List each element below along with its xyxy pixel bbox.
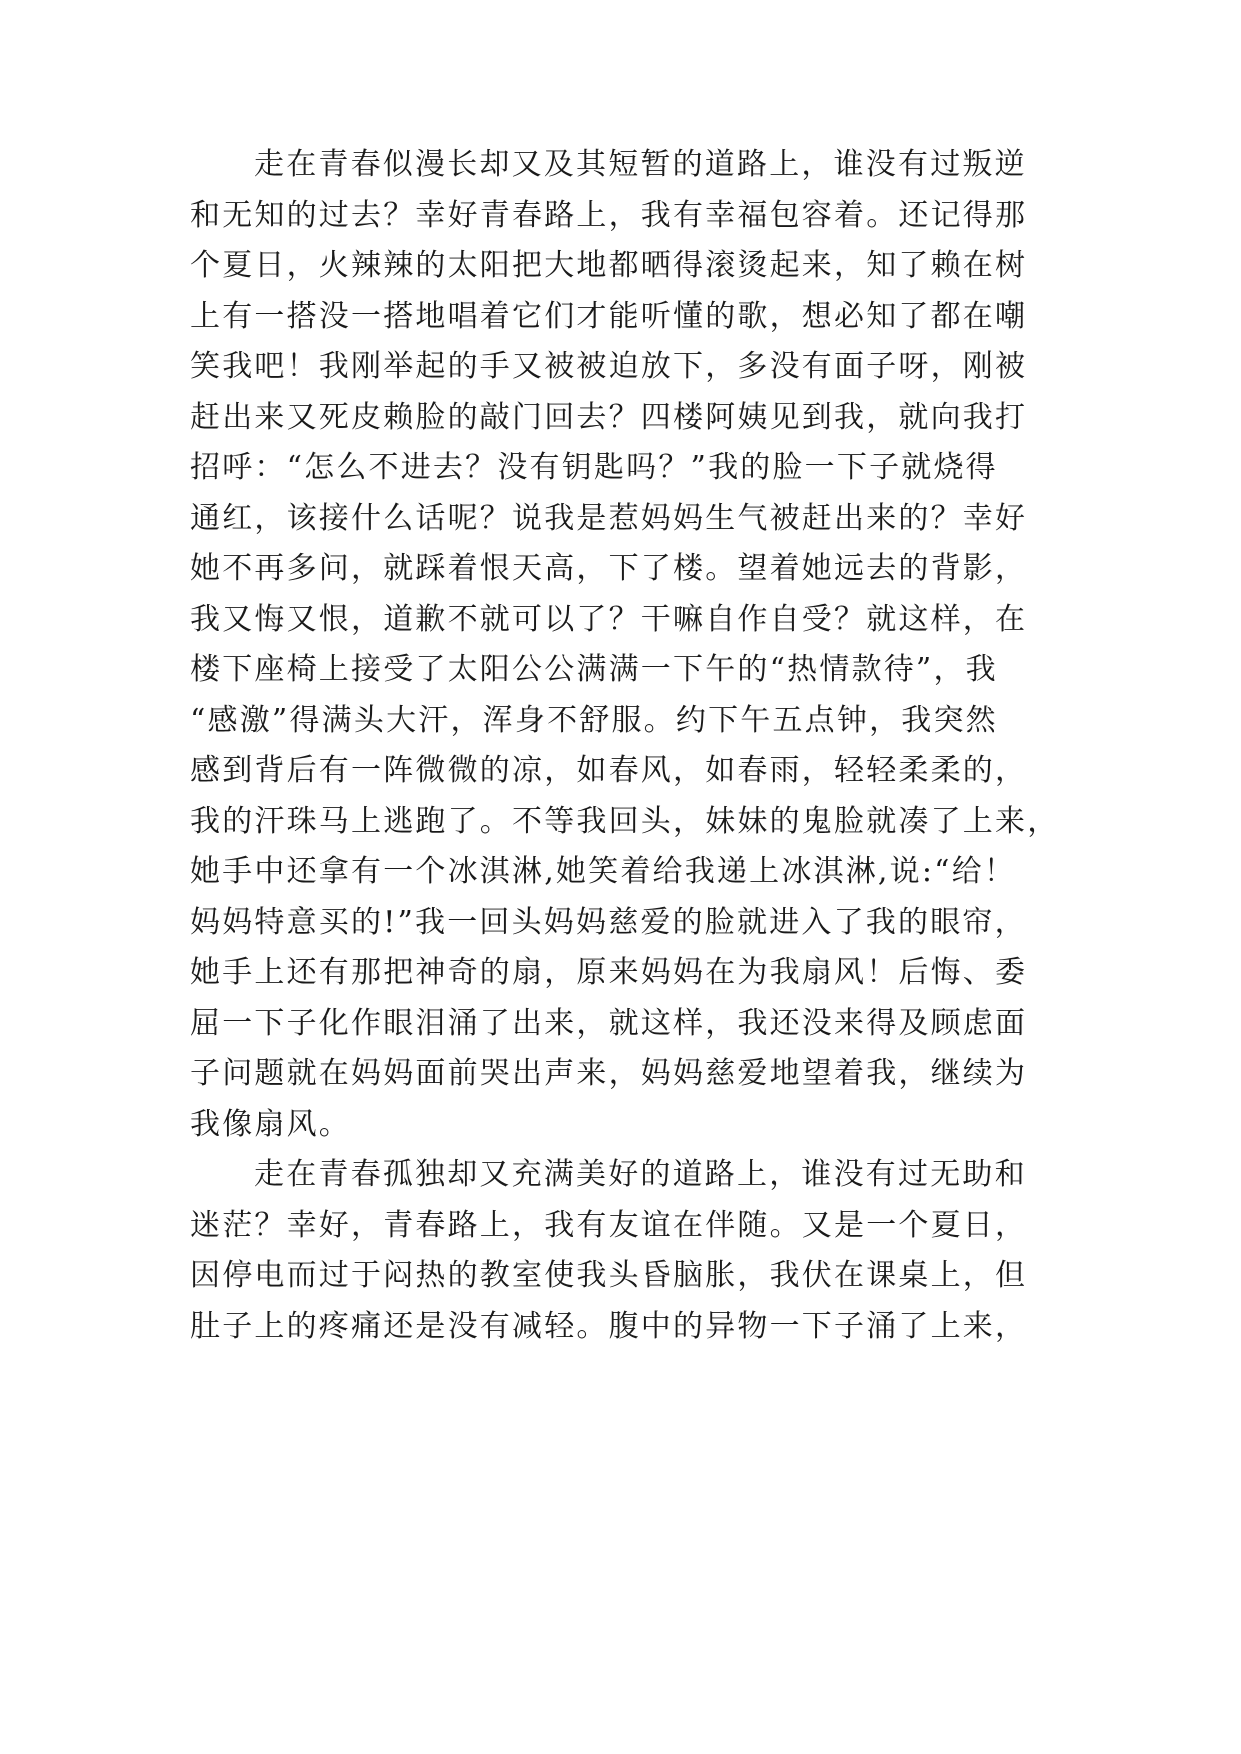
- text-line: 个夏日，火辣辣的太阳把大地都晒得滚烫起来，知了赖在树: [190, 248, 1028, 283]
- text-line: 上有一搭没一搭地唱着它们才能听懂的歌，想必知了都在嘲: [190, 298, 1028, 334]
- text-line: 她不再多问，就踩着恨天高，下了楼。望着她远去的背影，: [190, 551, 1028, 586]
- text-line: 感到背后有一阵微微的凉，如春风，如春雨，轻轻柔柔的，: [190, 753, 1028, 788]
- text-line: 楼下座椅上接受了太阳公公满满一下午的“热情款待”，我: [190, 652, 998, 687]
- text-line: 通红，该接什么话呢？说我是惹妈妈生气被赶出来的？幸好: [190, 500, 1028, 536]
- text-line: 妈妈特意买的!”我一回头妈妈慈爱的脸就进入了我的眼帘，: [190, 904, 1027, 940]
- text-line: 子问题就在妈妈面前哭出声来，妈妈慈爱地望着我，继续为: [190, 1056, 1028, 1091]
- text-line: 我的汗珠马上逃跑了。不等我回头，妹妹的鬼脸就凑了上来，: [190, 803, 1060, 839]
- paragraph-1: [190, 140, 1070, 1150]
- text-line: 她手中还拿有一个冰淇淋,她笑着给我递上冰淇淋,说:“给！: [190, 854, 1017, 889]
- text-line: 和无知的过去？幸好青春路上，我有幸福包容着。还记得那: [190, 197, 1028, 233]
- text-line: 笑我吧！我刚举起的手又被被迫放下，多没有面子呀，刚被: [190, 349, 1028, 384]
- text-line: 招呼：“怎么不进去？没有钥匙吗？”我的脸一下子就烧得: [190, 450, 998, 485]
- text-line: 迷茫？幸好，青春路上，我有友谊在伴随。又是一个夏日，: [190, 1207, 1028, 1243]
- text-line: 肚子上的疼痛还是没有减轻。腹中的异物一下子涌了上来，: [190, 1308, 1028, 1344]
- text-line: 走在青春似漫长却又及其短暂的道路上，谁没有过叛逆: [254, 147, 1027, 182]
- text-line: 赶出来又死皮赖脸的敲门回去？四楼阿姨见到我，就向我打: [190, 399, 1028, 435]
- text-line: 我像扇风。: [190, 1106, 351, 1142]
- text-line: 屈一下子化作眼泪涌了出来，就这样，我还没来得及顾虑面: [190, 1005, 1028, 1041]
- text-line: 我又悔又恨，道歉不就可以了？干嘛自作自受？就这样，在: [190, 601, 1028, 637]
- text-line: “感激”得满头大汗，浑身不舒服。约下午五点钟，我突然: [190, 702, 998, 738]
- text-line: 走在青春孤独却又充满美好的道路上，谁没有过无助和: [254, 1157, 1027, 1192]
- paragraph-2: [190, 1150, 1070, 1352]
- document-body: [190, 140, 1070, 1352]
- text-line: 她手上还有那把神奇的扇，原来妈妈在为我扇风！后悔、委: [190, 955, 1028, 990]
- text-line: 因停电而过于闷热的教室使我头昏脑胀，我伏在课桌上，但: [190, 1258, 1028, 1293]
